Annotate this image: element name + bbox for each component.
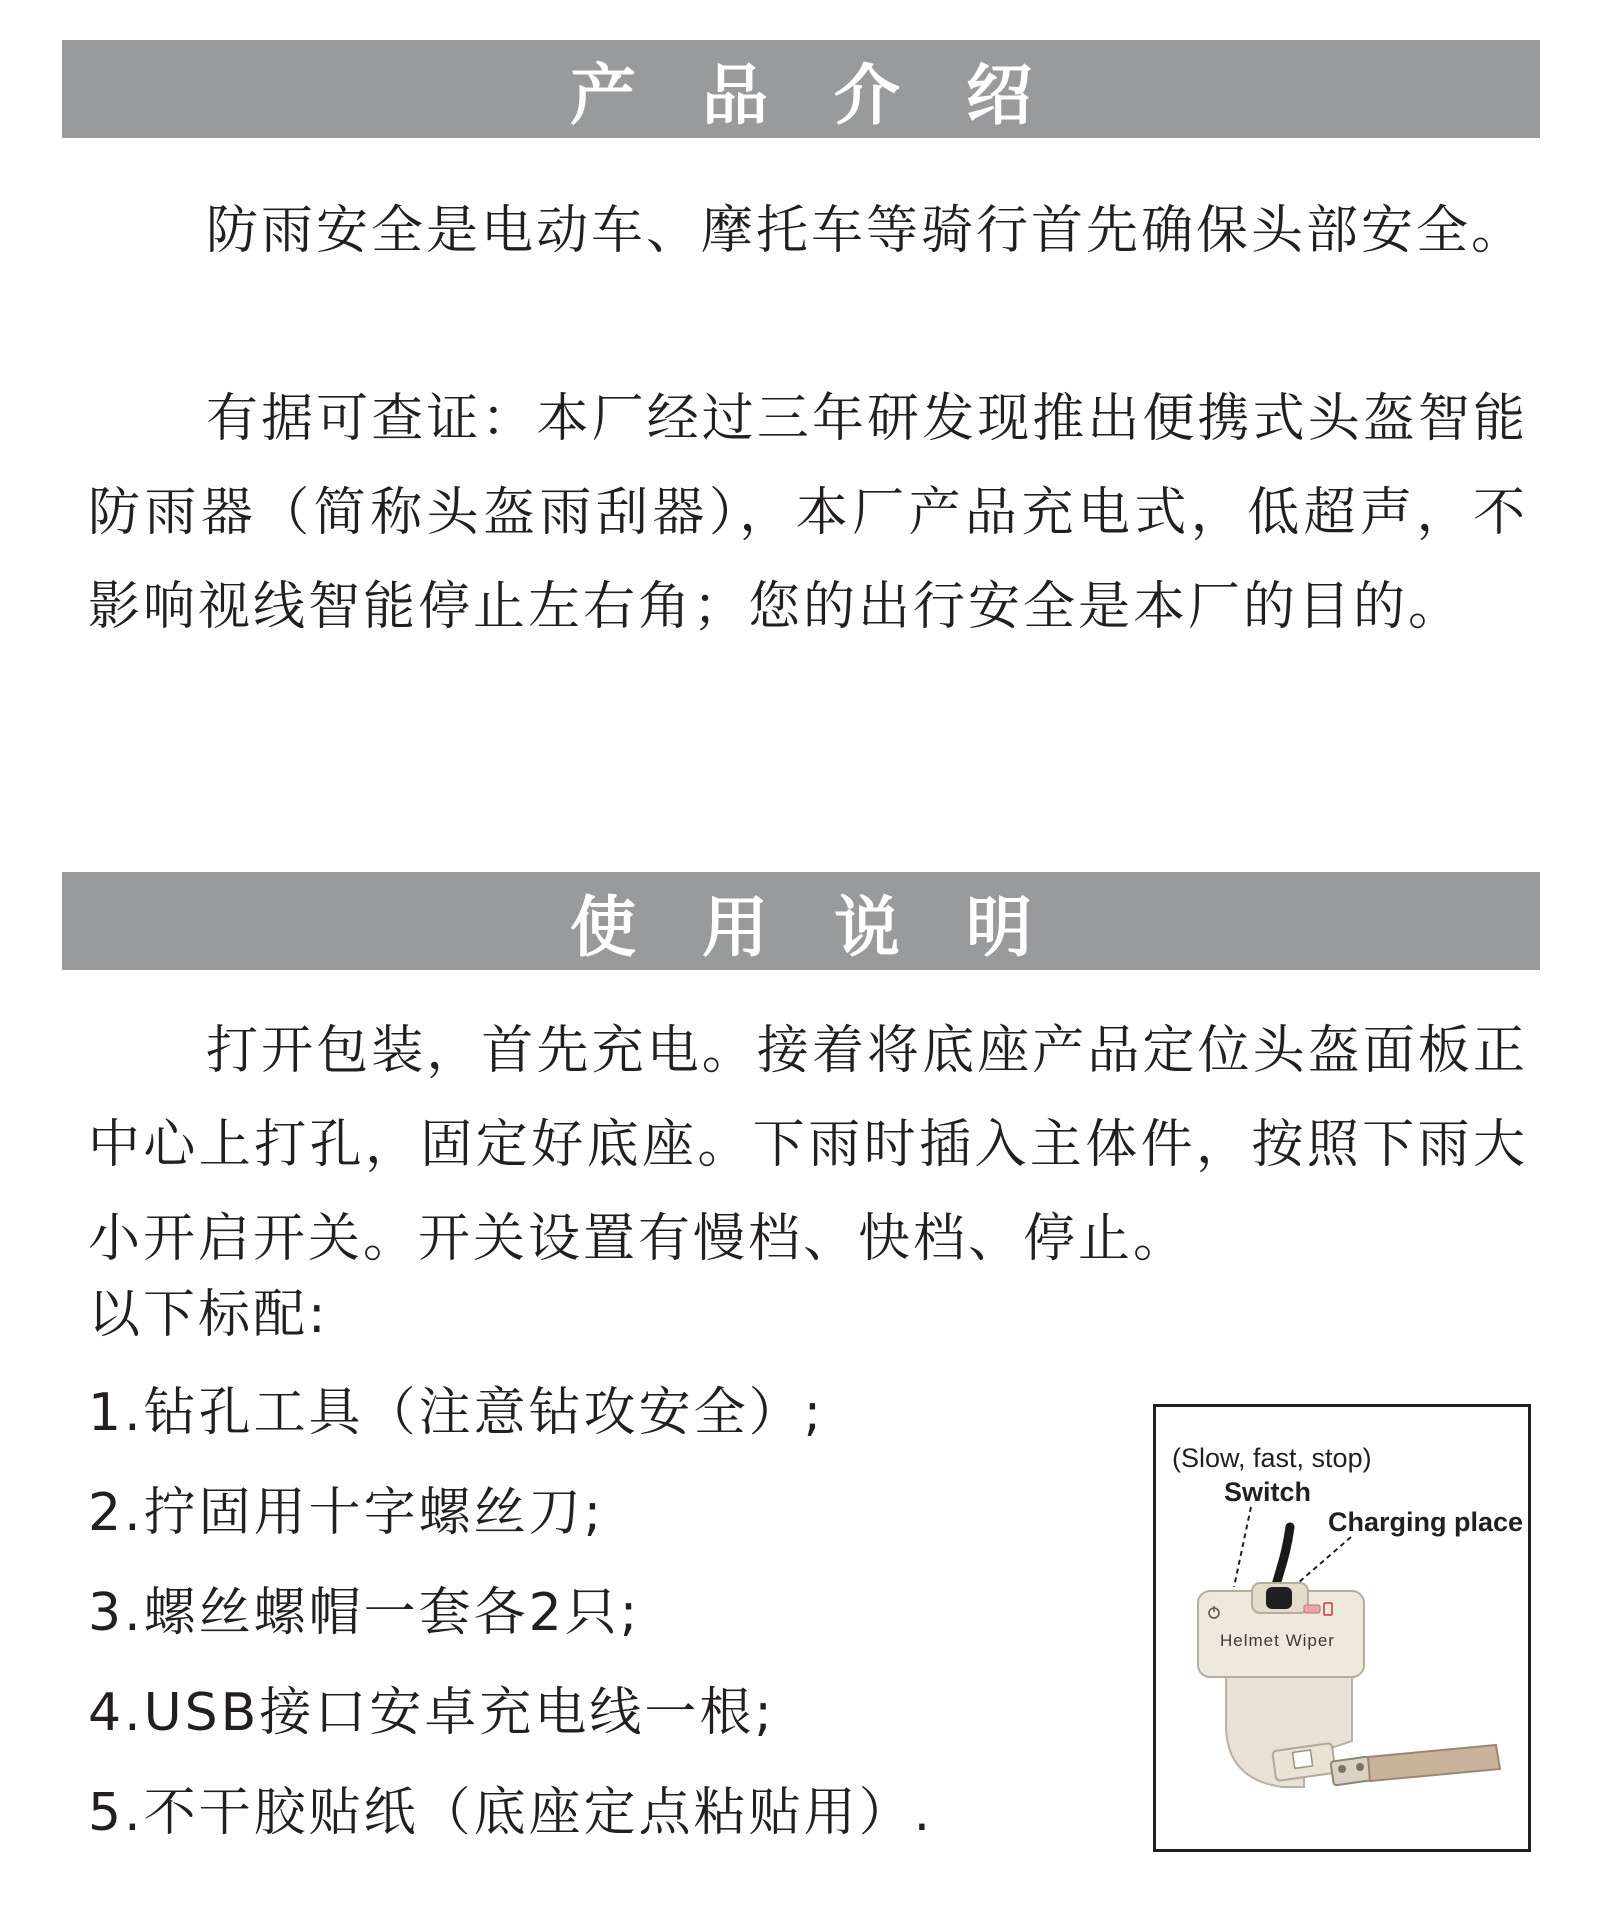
joint-block — [1331, 1756, 1372, 1785]
switch-leader-line — [1234, 1507, 1251, 1587]
standard-item: 2.拧固用十字螺丝刀; — [88, 1483, 605, 1543]
intro-paragraph-2: 有据可查证：本厂经过三年研发现推出便携式头盔智能防雨器（简称头盔雨刮器），本厂产品充电式，低超声，不影响视线智能停止左右角；您的出行安全是本厂的目的。 — [88, 389, 1528, 637]
device-name-label: Helmet Wiper — [1220, 1631, 1335, 1650]
charging-indicator-icon — [1304, 1605, 1320, 1613]
standard-item: 1.钻孔工具（注意钻攻安全）; — [88, 1383, 825, 1443]
section-banner-intro — [62, 40, 1540, 138]
standard-items-title: 以下标配: — [88, 1285, 329, 1345]
intro-heading: 产品介绍 — [570, 56, 1098, 134]
charging-place-label: Charging place — [1328, 1507, 1524, 1537]
section-banner-usage — [62, 872, 1540, 970]
plug-icon — [1266, 1587, 1292, 1609]
usage-paragraph: 打开包装，首先充电。接着将底座产品定位头盔面板正中心上打孔，固定好底座。下雨时插入主体件，按照下雨大小开启开关。开关设置有慢档、快档、停止。 — [88, 1021, 1528, 1269]
usage-heading: 使用说明 — [570, 888, 1098, 966]
switch-modes-label: (Slow, fast, stop) — [1172, 1443, 1372, 1473]
standard-item: 5.不干胶贴纸（底座定点粘贴用）. — [88, 1783, 934, 1843]
charging-leader-line — [1298, 1537, 1351, 1583]
product-figure — [1153, 1404, 1531, 1852]
intro-paragraph-1: 防雨安全是电动车、摩托车等骑行首先确保头部安全。 — [206, 201, 1527, 261]
standard-item: 4.USB接口安卓充电线一根; — [88, 1683, 775, 1743]
wiper-blade — [1368, 1745, 1500, 1781]
switch-label: Switch — [1224, 1477, 1312, 1507]
standard-item: 3.螺丝螺帽一套各2只; — [88, 1583, 641, 1643]
